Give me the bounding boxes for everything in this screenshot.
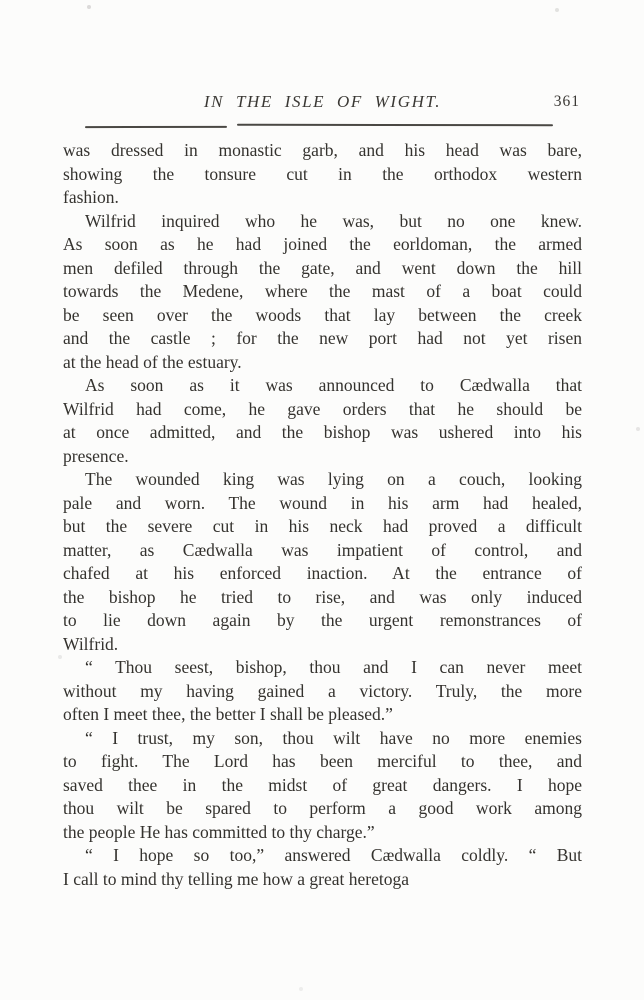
text-line: often I meet thee, the better I shall be pleased.”: [63, 704, 393, 724]
text-line: and the castle ; for the new port had not yet risen: [63, 328, 582, 348]
text-line: the people He has committed to thy charge.”: [63, 821, 375, 842]
running-header-title: IN THE ISLE OF WIGHT.: [203, 92, 442, 111]
text-line: The wounded king was lying on a couch, looking: [85, 469, 582, 489]
text-line: “ Thou seest, bishop, thou and I can never meet: [85, 657, 582, 677]
paragraph: [63, 468, 582, 656]
text-line: saved thee in the midst of great dangers. I hope: [63, 774, 582, 795]
page-number: 361: [553, 93, 580, 110]
running-header: [63, 92, 582, 114]
text-line: to fight. The Lord has been merciful to thee, and: [63, 751, 582, 771]
paragraph: [63, 210, 582, 375]
scan-speck: [0, 0, 2, 2]
text-block: [63, 139, 582, 891]
text-line: presence.: [63, 445, 129, 466]
text-line: Wilfrid had come, he gave orders that he should be: [63, 398, 582, 419]
text-line: Wilfrid inquired who he was, but no one knew.: [85, 210, 582, 231]
text-line: fashion.: [63, 187, 119, 207]
text-line: “ I hope so too,” answered Cædwalla coldly. “ But: [85, 845, 582, 865]
text-line: without my having gained a victory. Truly, the more: [63, 680, 582, 701]
rule-segment-right: [237, 124, 553, 126]
text-line: to lie down again by the urgent remonstrances of: [63, 610, 582, 630]
text-line: at once admitted, and the bishop was ushered into his: [63, 422, 582, 442]
text-line: thou wilt be spared to perform a good work among: [63, 798, 582, 818]
text-line: showing the tonsure cut in the orthodox western: [63, 163, 582, 184]
text-line: but the severe cut in his neck had proved a difficult: [63, 516, 582, 536]
text-line: was dressed in monastic garb, and his head was bare,: [63, 140, 582, 160]
text-line: be seen over the woods that lay between the creek: [63, 304, 582, 325]
text-line: the bishop he tried to rise, and was only induced: [63, 586, 582, 607]
text-line: at the head of the estuary.: [63, 351, 242, 372]
paragraph: [63, 374, 582, 468]
text-line: chafed at his enforced inaction. At the entrance of: [63, 563, 582, 583]
header-rule: [85, 124, 553, 127]
text-line: matter, as Cædwalla was impatient of control, and: [63, 539, 582, 560]
paragraph: [63, 727, 582, 845]
text-line: I call to mind thy telling me how a great heretoga: [63, 868, 410, 889]
text-line: towards the Medene, where the mast of a boat could: [63, 281, 582, 301]
text-line: pale and worn. The wound in his arm had healed,: [63, 492, 582, 513]
text-line: As soon as it was announced to Cædwalla that: [85, 375, 582, 395]
paragraph: [63, 844, 582, 891]
text-line: Wilfrid.: [63, 633, 119, 654]
paragraph: [63, 139, 582, 210]
rule-segment-left: [85, 125, 227, 127]
text-line: As soon as he had joined the eorldoman, the armed: [63, 234, 582, 254]
text-line: men defiled through the gate, and went down the hill: [63, 257, 582, 278]
text-line: “ I trust, my son, thou wilt have no more enemies: [85, 727, 582, 748]
paragraph: [63, 656, 582, 727]
